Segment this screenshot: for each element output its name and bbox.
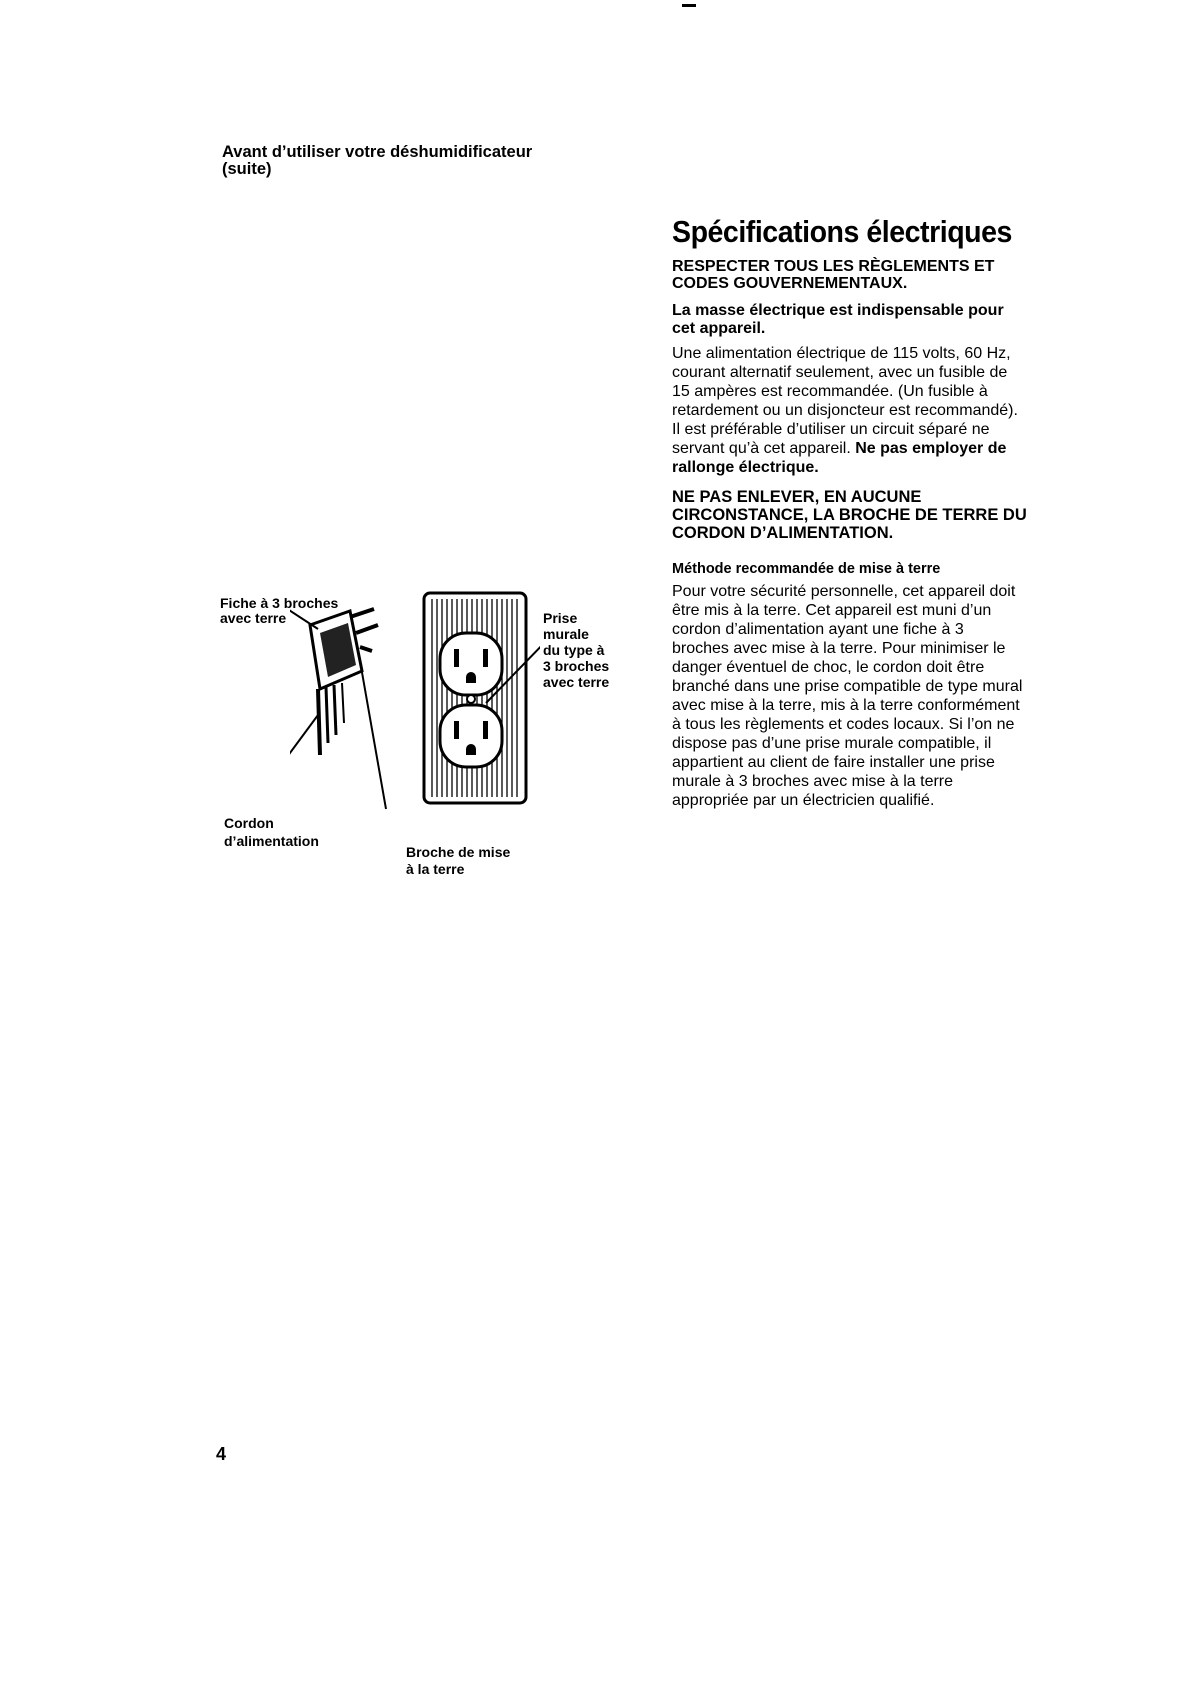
outlet-label-line: murale	[543, 626, 589, 642]
method-line: à tous les règlements et codes locaux. Si l’on ne	[672, 716, 1015, 733]
wall-outlet-icon	[424, 593, 526, 803]
method-line: être mis à la terre. Cet appareil est muni d’un	[672, 602, 992, 619]
method-line: broches avec mise à la terre. Pour minimiser le	[672, 640, 1006, 657]
plug-label-line: avec terre	[220, 610, 287, 626]
method-line: Pour votre sécurité personnelle, cet appareil doit	[672, 583, 1016, 600]
cord-label-line: Cordon	[224, 815, 274, 831]
grounded-plug-icon	[310, 609, 378, 755]
rules-line-1: RESPECTER TOUS LES RÈGLEMENTS ET	[672, 258, 995, 275]
ground-line-2: cet appareil.	[672, 320, 766, 337]
no-extension-warning: Ne pas employer de	[855, 440, 1007, 457]
method-line: dispose pas d’une prise murale compatible, il	[672, 735, 992, 752]
plug-label-line: Fiche à 3 broches	[220, 595, 339, 611]
power-line: Il est préférable d’utiliser un circuit séparé ne	[672, 421, 990, 438]
outlet-label-line: avec terre	[543, 674, 610, 690]
method-line: branché dans une prise compatible de type mural	[672, 678, 1023, 695]
header-line-2: (suite)	[222, 160, 272, 178]
pin-label	[406, 844, 510, 878]
rules-heading	[672, 258, 1082, 292]
warning-line: CORDON D’ALIMENTATION.	[672, 524, 894, 542]
power-line: Une alimentation électrique de 115 volts, 60 Hz,	[672, 345, 1011, 362]
ground-line-1: La masse électrique est indispensable pour	[672, 302, 1004, 319]
pin-label-line: Broche de mise	[406, 844, 511, 860]
method-paragraph	[672, 582, 1082, 810]
header-line-1: Avant d’utiliser votre déshumidificateur	[222, 143, 533, 161]
power-line: retardement ou un disjoncteur est recommandé).	[672, 402, 1018, 419]
method-line: cordon d’alimentation ayant une fiche à 3	[672, 621, 964, 638]
warning-block	[672, 488, 1082, 542]
pin-label-line: à la terre	[406, 861, 465, 877]
power-paragraph	[672, 344, 1082, 477]
method-line: murale à 3 broches avec mise à la terre	[672, 773, 954, 790]
outlet-label-line: 3 broches	[543, 658, 610, 674]
power-line	[672, 439, 1082, 458]
page-number: 4	[216, 1444, 227, 1464]
rules-line-2: CODES GOUVERNEMENTAUX.	[672, 275, 908, 292]
power-line-plain: servant qu’à cet appareil.	[672, 440, 856, 457]
method-line: danger éventuel de choc, le cordon doit être	[672, 659, 985, 676]
cord-label-line: d’alimentation	[224, 833, 319, 849]
cord-label	[224, 814, 319, 850]
ground-requirement	[672, 302, 1082, 338]
power-line: courant alternatif seulement, avec un fusible de	[672, 364, 1008, 381]
power-line-end: rallonge électrique.	[672, 459, 819, 476]
plug-outlet-illustration	[290, 585, 540, 815]
power-line: 15 ampères est recommandée. (Un fusible à	[672, 383, 988, 400]
outlet-label	[543, 610, 609, 690]
warning-line: NE PAS ENLEVER, EN AUCUNE	[672, 488, 922, 506]
top-mark	[682, 4, 696, 7]
warning-line: CIRCONSTANCE, LA BROCHE DE TERRE DU	[672, 506, 1027, 524]
method-line: appropriée par un électricien qualifié.	[672, 792, 935, 809]
section-title: Spécifications électriques	[672, 214, 1012, 249]
outlet-label-line: du type à	[543, 642, 605, 658]
method-line: avec mise à la terre, mis à la terre conformément	[672, 697, 1020, 714]
method-line: appartient au client de faire installer une prise	[672, 754, 995, 771]
running-header	[222, 144, 642, 178]
method-title: Méthode recommandée de mise à terre	[672, 561, 941, 577]
outlet-label-line: Prise	[543, 610, 578, 626]
